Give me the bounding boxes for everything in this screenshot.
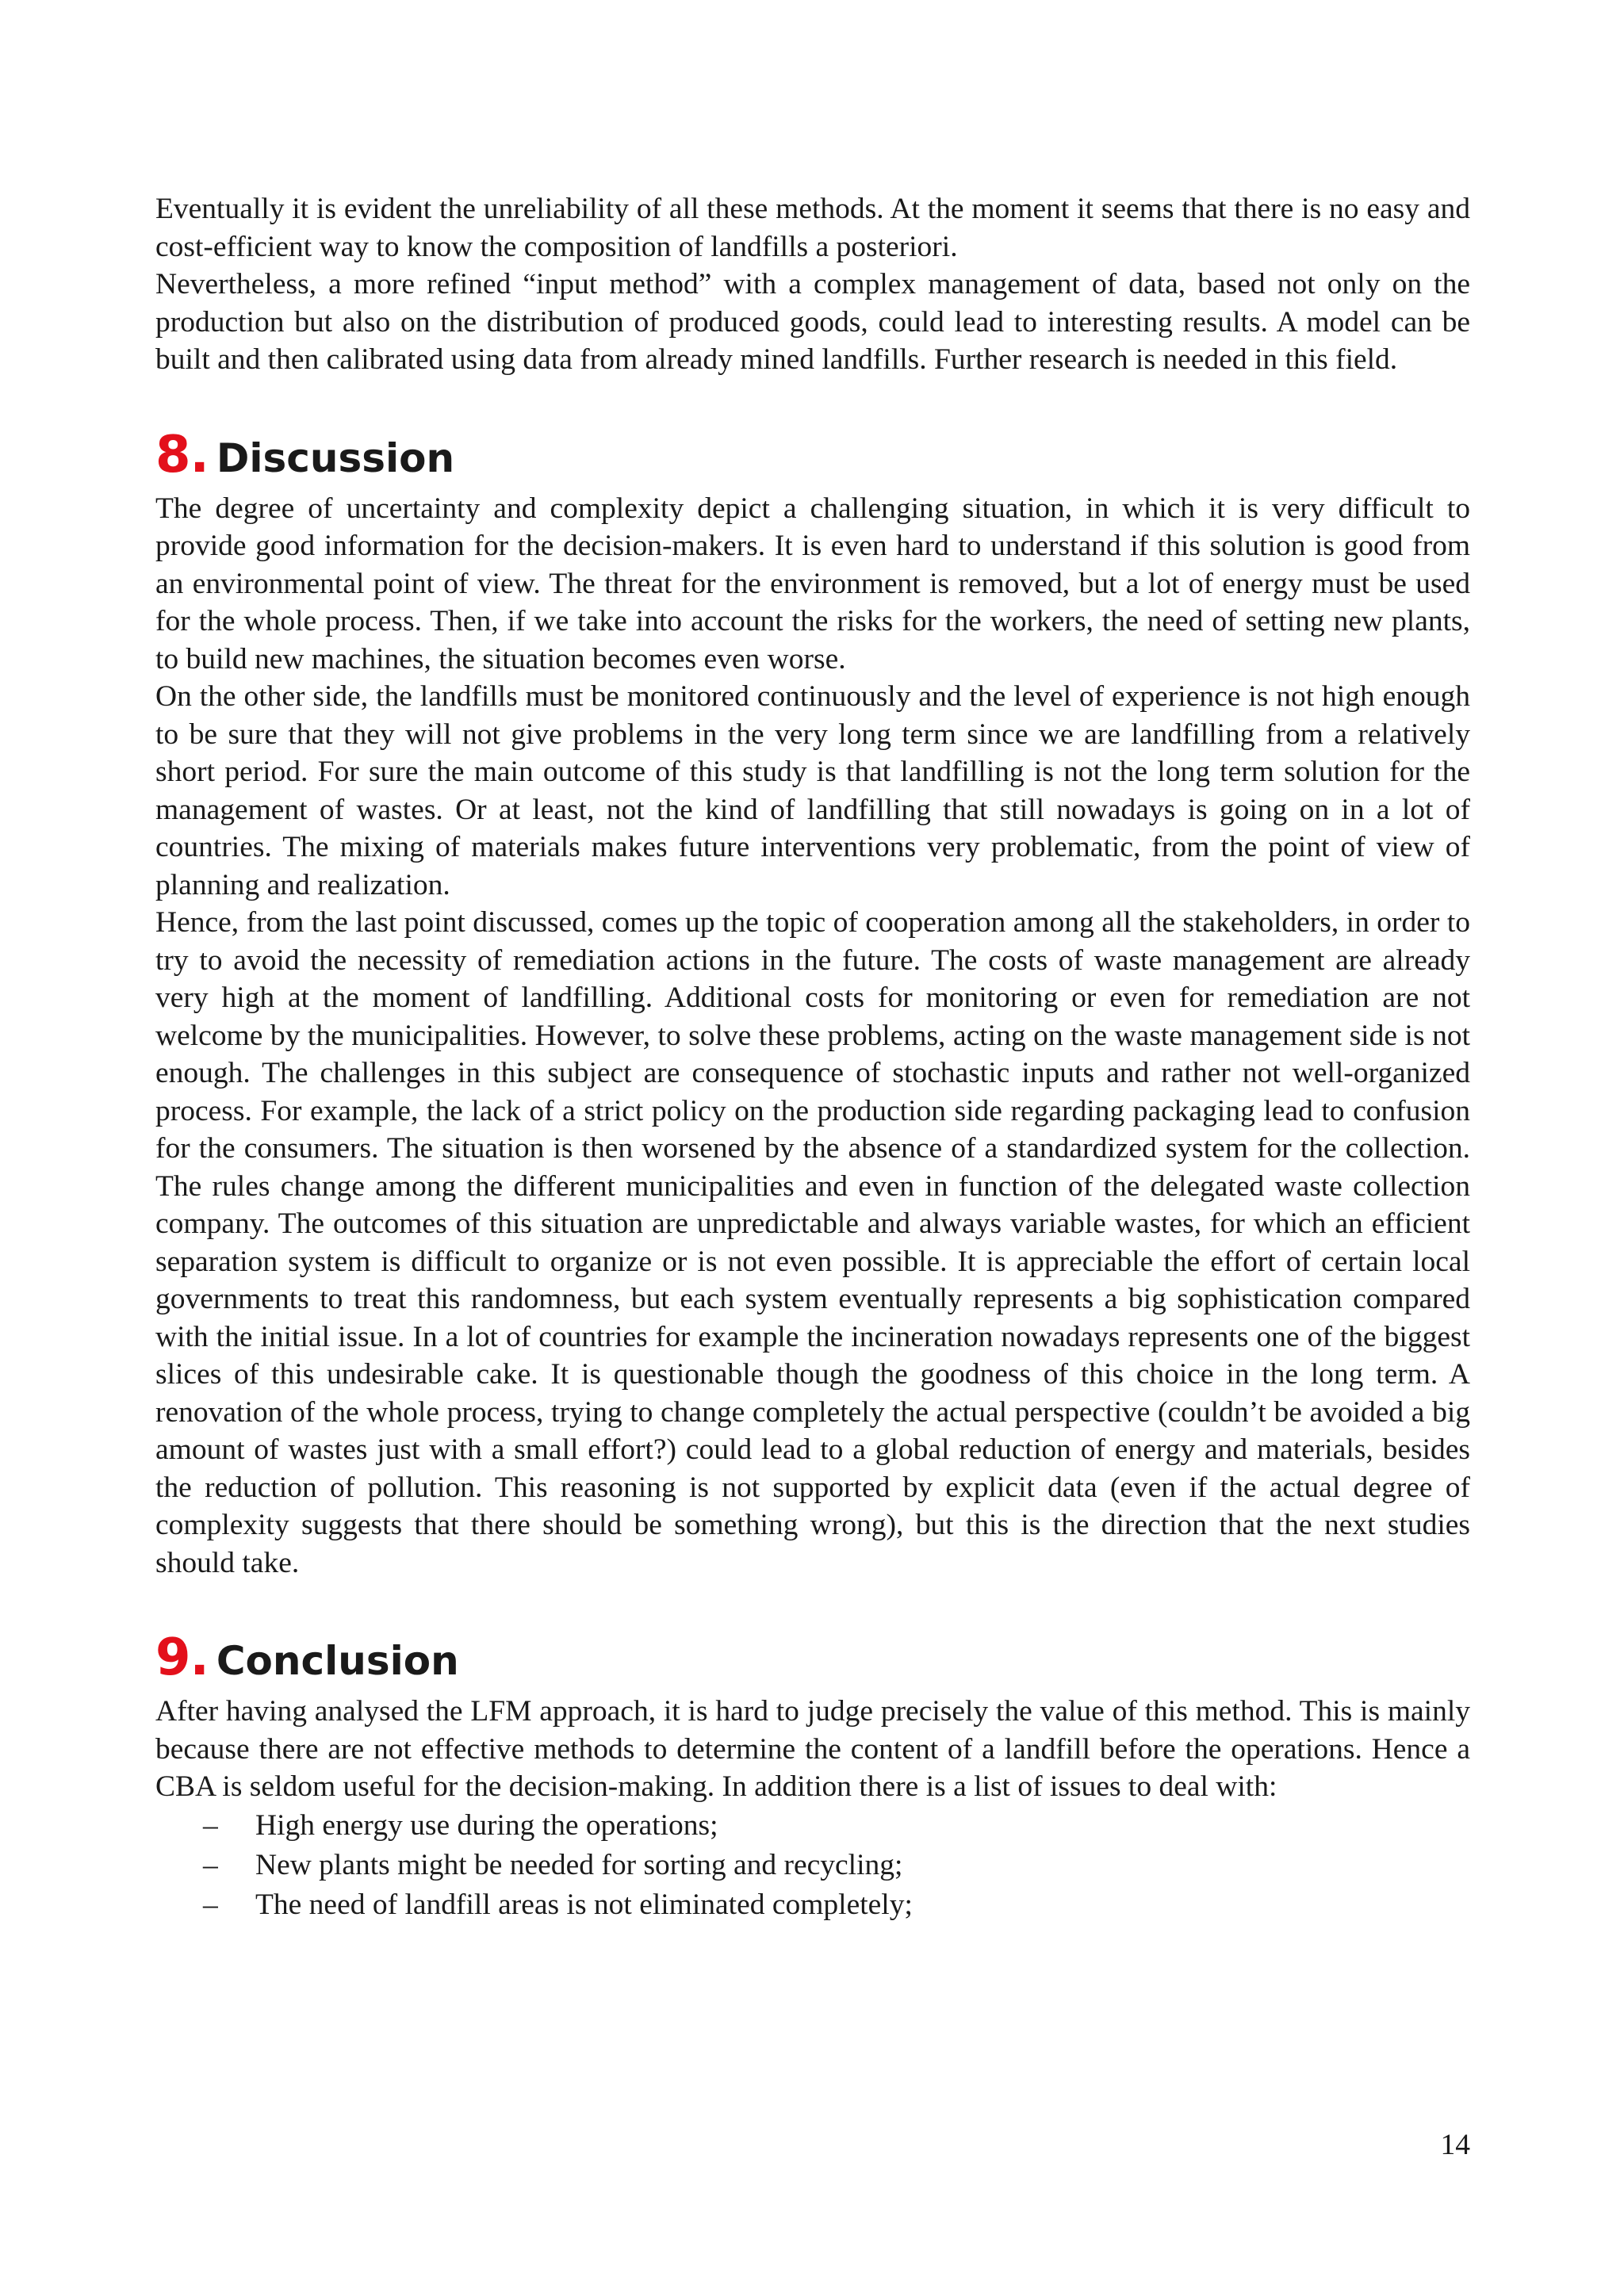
list-item: [155, 1846, 1470, 1885]
list-item: [155, 1806, 1470, 1846]
discussion-section-title: Discussion: [216, 434, 455, 481]
discussion-paragraph-2: On the other side, the landfills must be monitored continuously and the level of experience is not high enough to be sure that they will not give problems in the very long term since we are landfilling from a relatively short period. For sure the main outcome of this study is that landfilling is not the long term solution for the management of wastes. Or at least, not the kind of landfilling that still nowadays is going on in a lot of countries. The mixing of materials makes future interventions very problematic, from the point of view of planning and realization.: [155, 680, 1470, 901]
dash-bullet: –: [203, 1888, 218, 1921]
list-item: [155, 1885, 1470, 1925]
conclusion-paragraph: After having analysed the LFM approach, it is hard to judge precisely the value of this method. This is mainly because there are not effective methods to determine the content of a landfill before the operations. Hence a CBA is seldom useful for the decision-making. In addition there is a list of issues to deal with:: [155, 1695, 1470, 1803]
list-item-text: The need of landfill areas is not eliminated completely;: [255, 1888, 913, 1921]
conclusion-section-title: Conclusion: [216, 1638, 459, 1684]
intro-paragraph-2: Nevertheless, a more refined “input method” with a complex management of data, based not only on the production but also on the distribution of produced goods, could lead to interesting results. A model can be built and then calibrated using data from already mined landfills. Further research is needed in this field.: [155, 268, 1470, 376]
issues-list: [155, 1806, 1470, 1925]
discussion-paragraph-1: The degree of uncertainty and complexity depict a challenging situation, in which it is very difficult to provide good information for the decision-makers. It is even hard to understand if this solution is good from an environmental point of view. The threat for the environment is removed, but a lot of energy must be used for the whole process. Then, if we take into account the risks for the workers, the need of setting new plants, to build new machines, the situation becomes even worse.: [155, 492, 1470, 675]
discussion-heading: [155, 427, 1470, 487]
page-body: [155, 190, 1470, 1925]
discussion-section-number: 8.: [155, 425, 209, 484]
page-number: 14: [1440, 2129, 1470, 2161]
intro-paragraph-1: Eventually it is evident the unreliability of all these methods. At the moment it seems that there is no easy and cost-efficient way to know the composition of landfills a posteriori.: [155, 193, 1470, 263]
list-item-text: High energy use during the operations;: [255, 1808, 718, 1842]
dash-bullet: –: [203, 1848, 218, 1881]
conclusion-heading: [155, 1629, 1470, 1689]
dash-bullet: –: [203, 1808, 218, 1842]
conclusion-section-number: 9.: [155, 1628, 209, 1687]
discussion-paragraph-3: Hence, from the last point discussed, comes up the topic of cooperation among all the stakeholders, in order to try to avoid the necessity of remediation actions in the future. The costs of waste management are already very high at the moment of landfilling. Additional costs for monitoring or even for remediation are not welcome by the municipalities. However, to solve these problems, acting on the waste management side is not enough. The challenges in this subject are consequence of stochastic inputs and rather not well-organized process. For example, the lack of a strict policy on the production side regarding packaging lead to confusion for the consumers. The situation is then worsened by the absence of a standardized system for the collection. The rules change among the different municipalities and even in function of the delegated waste collection company. The outcomes of this situation are unpredictable and always variable wastes, for which an efficient separation system is difficult to organize or is not even possible. It is appreciable the effort of certain local governments to treat this randomness, but each system eventually represents a big sophistication compared with the initial issue. In a lot of countries for example the incineration nowadays represents one of the biggest slices of this undesirable cake. It is questionable though the goodness of this choice in the long term. A renovation of the whole process, trying to change completely the actual perspective (couldn’t be avoided a big amount of wastes just with a small effort?) could lead to a global reduction of energy and materials, besides the reduction of pollution. This reasoning is not supported by explicit data (even if the actual degree of complexity suggests that there should be something wrong), but this is the direction that the next studies should take.: [155, 906, 1470, 1579]
list-item-text: New plants might be needed for sorting and recycling;: [255, 1848, 903, 1881]
